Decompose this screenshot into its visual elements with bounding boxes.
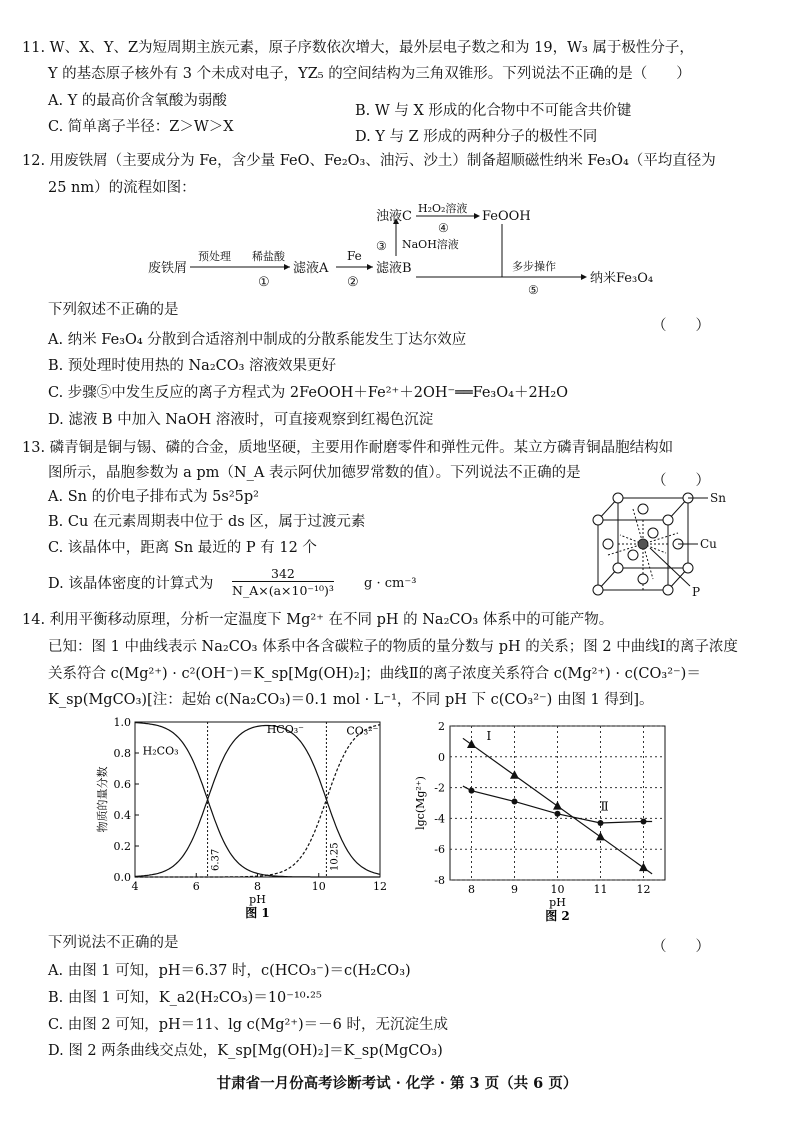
fig1-ytick-label: 0.6 xyxy=(113,778,131,791)
fig2-xtick-label: 8 xyxy=(468,883,475,896)
q14-option-d: D. 图 2 两条曲线交点处，K_sp[Mg(OH)₂]＝K_sp(MgCO₃) xyxy=(48,1043,443,1059)
cell-label-p: P xyxy=(692,585,701,599)
flow-feooh: FeOOH xyxy=(482,209,531,224)
fig2-xtick-label: 9 xyxy=(511,883,518,896)
fig1-xtick-label: 10 xyxy=(311,880,326,893)
figure-1-chart xyxy=(90,712,400,932)
fig2-title: 图 2 xyxy=(545,909,570,923)
fig2-series-2-label: Ⅱ xyxy=(600,799,609,814)
q12-paren: （ ） xyxy=(652,318,710,334)
fig1-xtick-label: 8 xyxy=(254,880,261,893)
fig1-ylabel: 物质的量分数 xyxy=(96,766,109,833)
flow-h2o2: H₂O₂溶液 xyxy=(418,202,468,215)
q13-density-fraction xyxy=(232,566,334,598)
q11-option-d: D. Y 与 Z 形成的两种分子的极性不同 xyxy=(355,129,598,145)
fig2-ytick-label: 0 xyxy=(438,750,445,764)
q12-option-c: C. 步骤⑤中发生反应的离子方程式为 2FeOOH＋Fe²⁺＋2OH⁻══Fe₃O₄＋2H₂O xyxy=(48,385,569,401)
q13-option-a: A. Sn 的价电子排布式为 5s²5p² xyxy=(48,489,259,505)
flow-circle4: ④ xyxy=(438,221,449,235)
fig2-ytick-label: -8 xyxy=(434,874,445,887)
q12-line1: 12. 用废铁屑（主要成分为 Fe，含少量 FeO、Fe₂O₃、油污、沙土）制备超顺磁性纳米 Fe₃O₄（平均直径为 xyxy=(22,153,716,169)
q13-option-d: D. 该晶体密度的计算式为 xyxy=(48,576,214,592)
q14-paren: （ ） xyxy=(652,939,710,955)
q13-paren: （ ） xyxy=(652,473,710,489)
flow-turbid-c: 浊液C xyxy=(376,209,412,224)
q12-flowchart xyxy=(140,200,660,300)
cell-label-sn: Sn xyxy=(710,491,726,505)
fig1-ytick-label: 0.0 xyxy=(113,871,131,884)
fig2-series-1-label: Ⅰ xyxy=(486,728,492,743)
flow-circle3: ③ xyxy=(376,239,387,253)
fig1-ytick-label: 0.2 xyxy=(113,840,131,853)
q14-line3: 关系符合 c(Mg²⁺) · c²(OH⁻)＝K_sp[Mg(OH)₂]；曲线Ⅱ的离子浓度关系符合 c(Mg²⁺) · c(CO₃²⁻)＝ xyxy=(48,666,701,682)
q11-option-b: B. W 与 X 形成的化合物中不可能含共价键 xyxy=(355,103,632,119)
fig2-series-2-point xyxy=(598,820,604,826)
flow-circle1: ① xyxy=(258,275,270,290)
q11-option-c: C. 简单离子半径：Z＞W＞X xyxy=(48,119,234,135)
flow-product: 纳米Fe₃O₄ xyxy=(590,271,654,286)
flow-filtrate-b: 滤液B xyxy=(376,261,412,276)
fig1-pka-label: 10.25 xyxy=(329,842,341,871)
flow-multi: 多步操作 xyxy=(512,260,556,273)
density-numerator: 342 xyxy=(271,566,295,581)
q14-option-a: A. 由图 1 可知，pH＝6.37 时，c(HCO₃⁻)＝c(H₂CO₃) xyxy=(48,963,411,979)
fig2-series-2-point xyxy=(641,818,647,824)
density-denominator: N_A×(a×10⁻¹⁰)³ xyxy=(232,583,334,598)
q13-option-b: B. Cu 在元素周期表中位于 ds 区，属于过渡元素 xyxy=(48,514,366,530)
q11-option-a: A. Y 的最高价含氧酸为弱酸 xyxy=(48,93,227,109)
flow-filtrate-a: 滤液A xyxy=(293,261,329,276)
page-footer: 甘肃省一月份高考诊断考试 · 化学 · 第 3 页（共 6 页） xyxy=(216,1075,578,1092)
flow-circle5: ⑤ xyxy=(528,283,539,297)
density-unit: g · cm⁻³ xyxy=(364,576,417,591)
fig2-series-2-point xyxy=(469,788,475,794)
fig1-xtick-label: 12 xyxy=(373,880,387,893)
flow-circle2: ② xyxy=(347,275,359,290)
fig2-ytick-label: 2 xyxy=(438,720,445,733)
fig2-series-2-point xyxy=(512,798,518,804)
q14-option-b: B. 由图 1 可知，K_a2(H₂CO₃)＝10⁻¹⁰·²⁵ xyxy=(48,990,322,1006)
q12-option-b: B. 预处理时使用热的 Na₂CO₃ 溶液效果更好 xyxy=(48,358,337,374)
fig2-series-1-point xyxy=(639,863,648,872)
fig1-xlabel: pH xyxy=(249,893,266,906)
q14-stem: 下列说法不正确的是 xyxy=(48,935,179,951)
q12-stem: 下列叙述不正确的是 xyxy=(48,302,179,318)
fig2-series-1-point xyxy=(553,801,562,810)
q13-line1: 13. 磷青铜是铜与锡、磷的合金，质地坚硬，主要用作耐磨零件和弹性元件。某立方磷青铜晶胞结构如 xyxy=(22,440,674,456)
fig2-series-2-point xyxy=(555,811,561,817)
fig2-xtick-label: 11 xyxy=(593,883,608,896)
q12-line2: 25 nm）的流程如图： xyxy=(48,180,196,196)
flow-start: 废铁屑 xyxy=(148,261,188,276)
fig2-series-1-point xyxy=(467,739,476,748)
q11-line1: 11. W、X、Y、Z为短周期主族元素，原子序数依次增大，最外层电子数之和为 19，W₃ 属于极性分子， xyxy=(22,40,694,56)
fig2-xtick-label: 10 xyxy=(550,883,565,896)
fig1-ytick-label: 0.4 xyxy=(113,809,131,822)
fig1-ytick-label: 1.0 xyxy=(113,716,131,729)
q14-line1: 14. 利用平衡移动原理，分析一定温度下 Mg²⁺ 在不同 pH 的 Na₂CO₃ 体系中的可能产物。 xyxy=(22,612,614,628)
fig2-ytick-label: -4 xyxy=(434,812,445,826)
fig1-series-label: HCO₃⁻ xyxy=(266,722,304,736)
fig2-ylabel: lgc(Mg²⁺) xyxy=(414,776,427,830)
cell-label-cu: Cu xyxy=(700,537,717,551)
fig2-xtick-label: 12 xyxy=(636,883,651,896)
fig1-xtick-label: 6 xyxy=(192,880,200,893)
flow-naoh: NaOH溶液 xyxy=(402,238,459,251)
fig2-series-1-point xyxy=(596,832,605,841)
flow-fe: Fe xyxy=(347,249,362,263)
flow-acid: 稀盐酸 xyxy=(252,250,285,263)
fig1-title: 图 1 xyxy=(245,906,270,920)
fig1-series-label: H₂CO₃ xyxy=(142,744,179,758)
q13-crystal-cell xyxy=(590,490,740,600)
q12-option-a: A. 纳米 Fe₃O₄ 分散到合适溶剂中制成的分散系能发生丁达尔效应 xyxy=(48,332,467,348)
fig2-ytick-label: -6 xyxy=(434,843,445,857)
fig1-series-label: CO₃²⁻ xyxy=(346,724,379,738)
fig2-ytick-label: -2 xyxy=(434,781,445,795)
q11-line2: Y 的基态原子核外有 3 个未成对电子，YZ₅ 的空间结构为三角双锥形。下列说法不正确的是（ ） xyxy=(48,66,691,82)
fig1-ytick-label: 0.8 xyxy=(113,747,131,760)
fig2-series-1-point xyxy=(510,770,519,779)
q14-line4: K_sp(MgCO₃)[注：起始 c(Na₂CO₃)＝0.1 mol · L⁻¹，不同 pH 下 c(CO₃²⁻) 由图 1 得到]。 xyxy=(48,692,654,708)
q12-option-d: D. 滤液 B 中加入 NaOH 溶液时，可直接观察到红褐色沉淀 xyxy=(48,412,434,428)
fig1-xtick-label: 4 xyxy=(131,880,139,893)
flow-pre: 预处理 xyxy=(198,250,231,263)
q13-option-c: C. 该晶体中，距离 Sn 最近的 P 有 12 个 xyxy=(48,540,317,556)
fig1-pka-label: 6.37 xyxy=(210,848,222,871)
q14-option-c: C. 由图 2 可知，pH＝11、lg c(Mg²⁺)＝－6 时，无沉淀生成 xyxy=(48,1017,449,1033)
q14-line2: 已知：图 1 中曲线表示 Na₂CO₃ 体系中各含碳粒子的物质的量分数与 pH 的关系；图 2 中曲线Ⅰ的离子浓度 xyxy=(48,639,738,655)
q13-line2: 图所示，晶胞参数为 a pm（N_A 表示阿伏加德罗常数的值）。下列说法不正确的是 xyxy=(48,465,581,481)
figure-2-chart xyxy=(410,712,700,932)
fig2-xlabel: pH xyxy=(549,896,566,909)
